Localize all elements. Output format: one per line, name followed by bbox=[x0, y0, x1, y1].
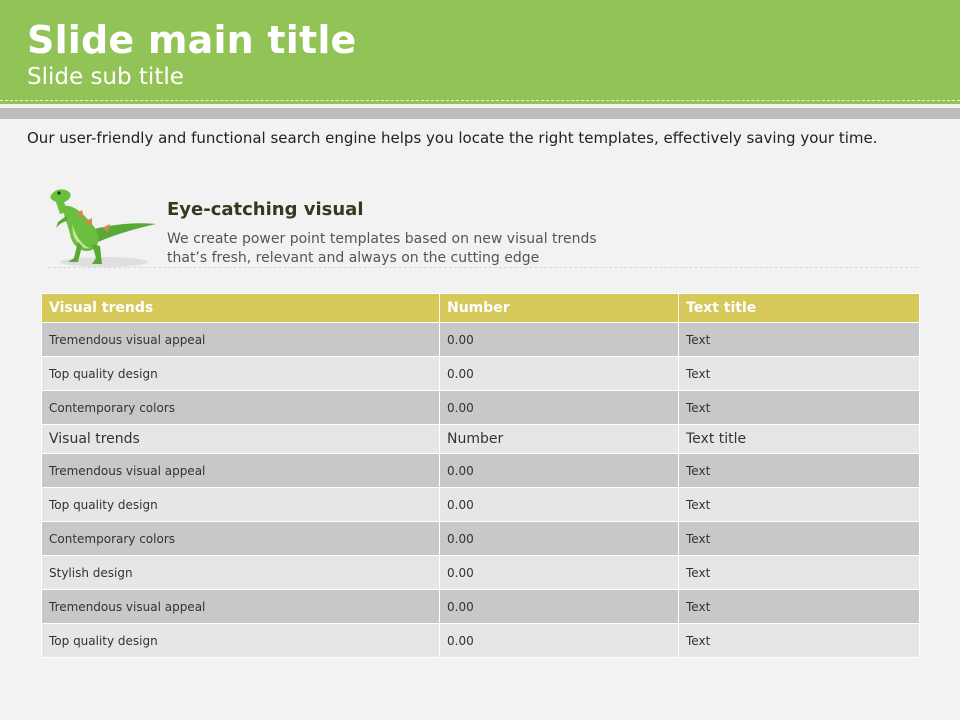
data-table bbox=[41, 293, 920, 658]
table-cell: Contemporary colors bbox=[42, 391, 440, 425]
header-divider bbox=[0, 100, 960, 101]
table-cell: 0.00 bbox=[440, 590, 679, 624]
table-subheader-row bbox=[42, 425, 920, 454]
table-cell: 0.00 bbox=[440, 323, 679, 357]
table-row bbox=[42, 391, 920, 425]
table-cell: 0.00 bbox=[440, 391, 679, 425]
slide-header bbox=[0, 0, 960, 104]
table-row bbox=[42, 624, 920, 658]
table-cell: Top quality design bbox=[42, 488, 440, 522]
table-cell: Text bbox=[679, 590, 920, 624]
table-cell: Tremendous visual appeal bbox=[42, 454, 440, 488]
table-row bbox=[42, 556, 920, 590]
table-cell: 0.00 bbox=[440, 522, 679, 556]
feature-description-line: that’s fresh, relevant and always on the cutting edge bbox=[167, 250, 540, 266]
table-cell: Tremendous visual appeal bbox=[42, 590, 440, 624]
table-cell: Top quality design bbox=[42, 357, 440, 391]
subheader-cell: Visual trends bbox=[42, 425, 440, 454]
table-cell: Text bbox=[679, 323, 920, 357]
subheader-cell: Number bbox=[440, 425, 679, 454]
table-cell: 0.00 bbox=[440, 454, 679, 488]
header-gray-bar bbox=[0, 108, 960, 119]
table-cell: Stylish design bbox=[42, 556, 440, 590]
table-cell: Tremendous visual appeal bbox=[42, 323, 440, 357]
feature-divider bbox=[48, 267, 918, 268]
table-cell: Text bbox=[679, 624, 920, 658]
subheader-cell: Text title bbox=[679, 425, 920, 454]
table-row bbox=[42, 323, 920, 357]
table-header-row bbox=[42, 294, 920, 323]
table-row bbox=[42, 522, 920, 556]
slide-title: Slide main title bbox=[27, 18, 357, 62]
feature-description bbox=[167, 230, 637, 268]
table-cell: 0.00 bbox=[440, 357, 679, 391]
table-row bbox=[42, 357, 920, 391]
table-cell: Text bbox=[679, 454, 920, 488]
table-cell: Contemporary colors bbox=[42, 522, 440, 556]
table-cell: 0.00 bbox=[440, 556, 679, 590]
feature-title: Eye-catching visual bbox=[167, 199, 364, 220]
table-cell: Text bbox=[679, 357, 920, 391]
column-header: Visual trends bbox=[42, 294, 440, 323]
table-cell: 0.00 bbox=[440, 624, 679, 658]
column-header: Number bbox=[440, 294, 679, 323]
column-header: Text title bbox=[679, 294, 920, 323]
table-row bbox=[42, 454, 920, 488]
table-cell: Top quality design bbox=[42, 624, 440, 658]
slide-subtitle: Slide sub title bbox=[27, 64, 184, 90]
feature-description-line: We create power point templates based on new visual trends bbox=[167, 231, 597, 247]
table-cell: Text bbox=[679, 488, 920, 522]
table-cell: 0.00 bbox=[440, 488, 679, 522]
dinosaur-icon bbox=[42, 184, 160, 270]
intro-text: Our user-friendly and functional search engine helps you locate the right templates, effectively saving your time. bbox=[27, 129, 878, 147]
table-cell: Text bbox=[679, 522, 920, 556]
table-row bbox=[42, 488, 920, 522]
table-row bbox=[42, 590, 920, 624]
table-cell: Text bbox=[679, 391, 920, 425]
table-cell: Text bbox=[679, 556, 920, 590]
